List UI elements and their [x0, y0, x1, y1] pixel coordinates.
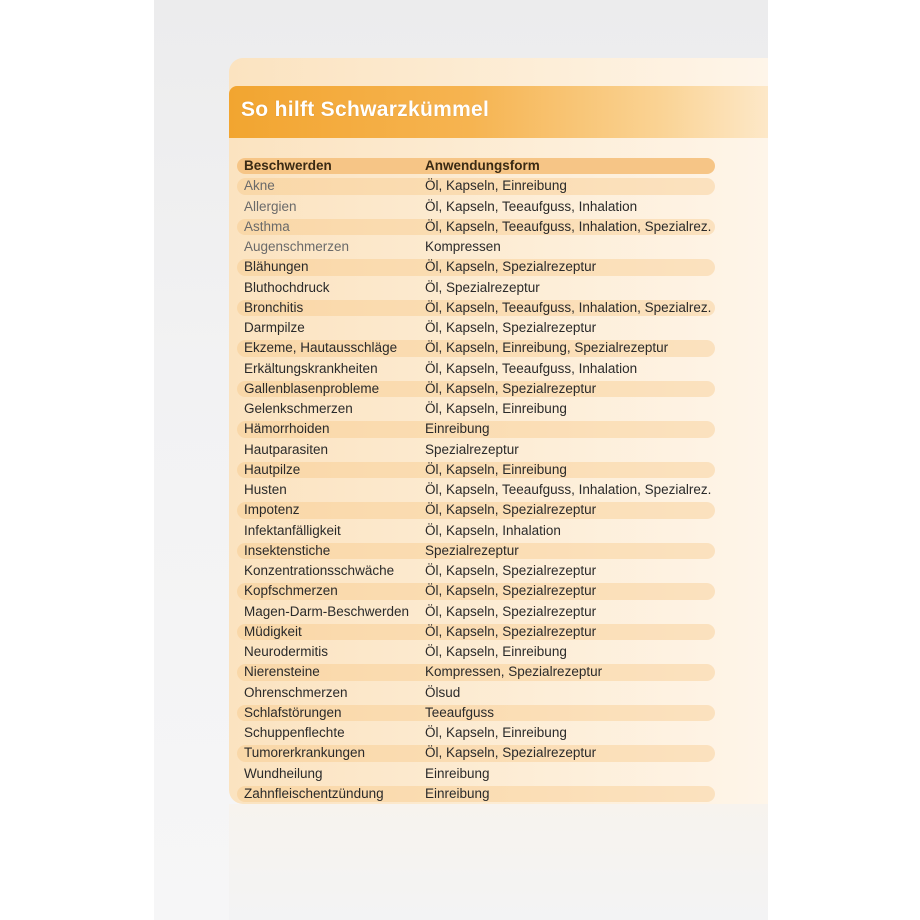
- table-header-row: [237, 156, 715, 176]
- complaint-cell: Ekzeme, Hautausschläge: [244, 340, 398, 356]
- application-cell: Öl, Kapseln, Spezialrezeptur: [425, 380, 597, 396]
- application-cell: Öl, Kapseln, Spezialrezeptur: [425, 623, 597, 639]
- table-row: [237, 237, 715, 257]
- application-cell: Öl, Kapseln, Einreibung: [425, 401, 567, 416]
- application-cell: Spezialrezeptur: [425, 542, 519, 558]
- complaint-cell: Ohrenschmerzen: [244, 684, 348, 700]
- table-row: [237, 743, 715, 763]
- complaint-cell: Wundheilung: [244, 765, 323, 781]
- complaint-cell: Blähungen: [244, 259, 309, 275]
- complaint-cell: Akne: [244, 178, 275, 194]
- application-cell: Spezialrezeptur: [425, 441, 519, 457]
- table-row: [237, 541, 715, 561]
- table-row: [237, 703, 715, 723]
- complaint-cell: Konzentrationsschwäche: [244, 563, 395, 578]
- page-title: So hilft Schwarzkümmel: [241, 98, 490, 121]
- complaint-cell: Impotenz: [244, 502, 300, 518]
- application-cell: Öl, Kapseln, Einreibung, Spezialrezeptur: [425, 340, 669, 356]
- complaint-cell: Magen-Darm-Beschwerden: [244, 603, 410, 619]
- table-row: [237, 176, 715, 196]
- table-row: [237, 359, 715, 379]
- table-row: [237, 399, 715, 419]
- application-cell: Ölsud: [425, 684, 461, 700]
- complaint-cell: Gelenkschmerzen: [244, 401, 353, 416]
- application-cell: Kompressen, Spezialrezeptur: [425, 664, 603, 680]
- table-row: [237, 764, 715, 784]
- table-row: [237, 440, 715, 460]
- table-row: [237, 662, 715, 682]
- table-row: [237, 419, 715, 439]
- application-cell: Öl, Kapseln, Einreibung: [425, 725, 567, 740]
- table-body: [237, 176, 715, 804]
- application-cell: Öl, Kapseln, Teeaufguss, Inhalation, Spezialrez.: [425, 218, 712, 234]
- application-cell: Öl, Kapseln, Einreibung: [425, 461, 567, 477]
- complaint-cell: Schuppenflechte: [244, 725, 345, 740]
- table-row: [237, 500, 715, 520]
- table-row: [237, 683, 715, 703]
- complaint-cell: Nierensteine: [244, 664, 320, 680]
- complaint-cell: Infektanfälligkeit: [244, 522, 341, 538]
- table-row: [237, 784, 715, 804]
- complaint-cell: Asthma: [244, 218, 290, 234]
- table-row: [237, 298, 715, 318]
- complaint-cell: Zahnfleischentzündung: [244, 785, 384, 801]
- table-row: [237, 379, 715, 399]
- table-row: [237, 723, 715, 743]
- column-header-application: Anwendungsform: [425, 158, 540, 173]
- complaint-cell: Tumorerkrankungen: [244, 745, 366, 761]
- complaint-cell: Insektenstiche: [244, 542, 331, 558]
- table-row: [237, 338, 715, 358]
- table-row: [237, 257, 715, 277]
- table-row: [237, 561, 715, 581]
- application-cell: Öl, Kapseln, Teeaufguss, Inhalation: [425, 198, 638, 214]
- table-row: [237, 318, 715, 338]
- complaint-cell: Erkältungskrankheiten: [244, 360, 378, 376]
- panel-lower-area: [229, 804, 768, 920]
- complaint-cell: Hautpilze: [244, 461, 301, 477]
- table-row: [237, 521, 715, 541]
- application-cell: Öl, Kapseln, Spezialrezeptur: [425, 259, 597, 275]
- application-cell: Öl, Kapseln, Spezialrezeptur: [425, 583, 597, 599]
- application-cell: Einreibung: [425, 785, 490, 801]
- application-cell: Öl, Kapseln, Teeaufguss, Inhalation: [425, 360, 638, 376]
- application-cell: Öl, Kapseln, Teeaufguss, Inhalation, Spezialrez.: [425, 299, 712, 315]
- column-header-complaints: Beschwerden: [244, 158, 332, 173]
- complaint-cell: Bluthochdruck: [244, 279, 330, 295]
- application-cell: Öl, Kapseln, Einreibung: [425, 178, 567, 194]
- complaint-cell: Darmpilze: [244, 320, 305, 335]
- complaint-cell: Hämorrhoiden: [244, 421, 330, 437]
- complaint-cell: Bronchitis: [244, 299, 304, 315]
- application-cell: Kompressen: [425, 239, 501, 254]
- table-row: [237, 581, 715, 601]
- complaint-cell: Husten: [244, 482, 287, 497]
- complaint-cell: Augenschmerzen: [244, 239, 350, 254]
- table-row: [237, 460, 715, 480]
- table-row: [237, 480, 715, 500]
- application-cell: Öl, Kapseln, Einreibung: [425, 644, 567, 659]
- table-row: [237, 622, 715, 642]
- application-cell: Einreibung: [425, 765, 490, 781]
- application-cell: Öl, Kapseln, Spezialrezeptur: [425, 320, 597, 335]
- remedy-table: [237, 156, 715, 804]
- application-cell: Öl, Kapseln, Spezialrezeptur: [425, 603, 597, 619]
- complaint-cell: Müdigkeit: [244, 623, 302, 639]
- application-cell: Öl, Spezialrezeptur: [425, 279, 540, 295]
- table-row: [237, 197, 715, 217]
- application-cell: Teeaufguss: [425, 704, 495, 720]
- application-cell: Öl, Kapseln, Spezialrezeptur: [425, 563, 597, 578]
- application-cell: Einreibung: [425, 421, 490, 437]
- application-cell: Öl, Kapseln, Inhalation: [425, 522, 561, 538]
- table-row: [237, 602, 715, 622]
- table-row: [237, 278, 715, 298]
- complaint-cell: Kopfschmerzen: [244, 583, 338, 599]
- complaint-cell: Allergien: [244, 198, 297, 214]
- application-cell: Öl, Kapseln, Spezialrezeptur: [425, 745, 597, 761]
- application-cell: Öl, Kapseln, Spezialrezeptur: [425, 502, 597, 518]
- application-cell: Öl, Kapseln, Teeaufguss, Inhalation, Spezialrez.: [425, 482, 712, 497]
- table-row: [237, 642, 715, 662]
- complaint-cell: Schlafstörungen: [244, 704, 342, 720]
- complaint-cell: Gallenblasenprobleme: [244, 380, 380, 396]
- complaint-cell: Hautparasiten: [244, 441, 329, 457]
- complaint-cell: Neurodermitis: [244, 644, 329, 659]
- table-row: [237, 217, 715, 237]
